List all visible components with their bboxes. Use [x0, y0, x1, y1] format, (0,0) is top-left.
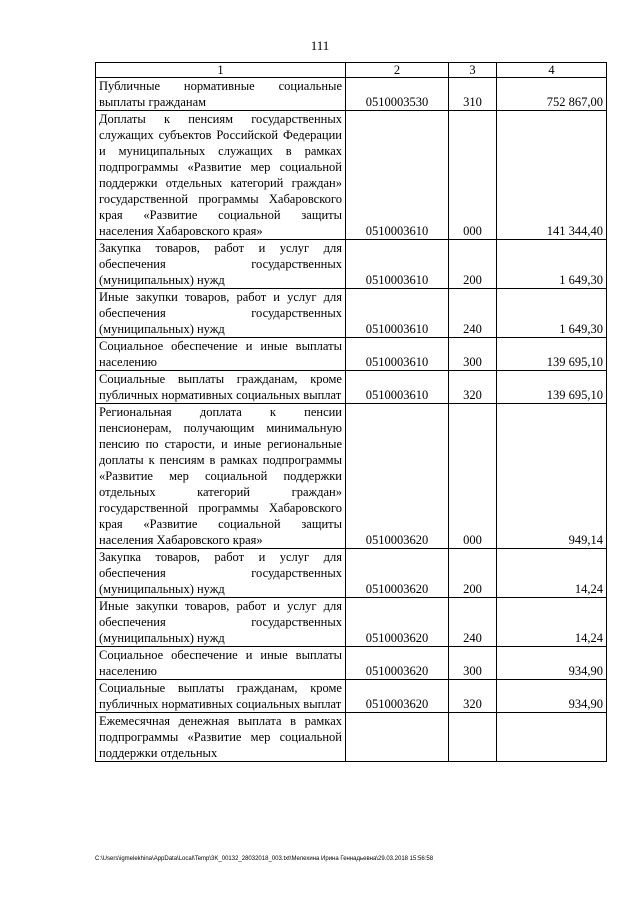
row-name-cell: Региональная доплата к пенсии пенсионерам, получающим минимальную пенсию по старости, и иные региональные доплаты к пенсиям в рамках подпрограммы «Развитие мер социальной поддержки отдельных категорий граждан» государственной программы Хабаровского края «Развитие социальной защиты населения Хабаровского края»	[96, 404, 346, 549]
header-cell-4: 4	[497, 63, 607, 78]
row-name-cell: Закупка товаров, работ и услуг для обеспечения государственных (муниципальных) нужд	[96, 240, 346, 289]
row-amount-cell: 14,24	[497, 549, 607, 598]
table-row	[96, 647, 607, 680]
row-name-cell: Социальные выплаты гражданам, кроме публичных нормативных социальных выплат	[96, 680, 346, 713]
row-expense-type-cell: 200	[449, 240, 497, 289]
table-row	[96, 111, 607, 240]
row-amount-cell: 139 695,10	[497, 338, 607, 371]
row-amount-cell	[497, 713, 607, 762]
row-amount-cell: 1 649,30	[497, 289, 607, 338]
file-path-footer: C:\Users\igmelekhina\AppData\Local\Temp\3K_00132_28032018_003.txt\Мелехина Ирина Геннадьевна\29.03.2018 15:56:58	[95, 856, 434, 862]
row-amount-cell: 1 649,30	[497, 240, 607, 289]
row-code-cell: 0510003620	[346, 647, 449, 680]
row-name-cell: Ежемесячная денежная выплата в рамках подпрограммы «Развитие мер социальной поддержки отдельных	[96, 713, 346, 762]
row-expense-type-cell: 300	[449, 338, 497, 371]
row-amount-cell: 141 344,40	[497, 111, 607, 240]
row-amount-cell: 752 867,00	[497, 78, 607, 111]
table-row	[96, 78, 607, 111]
row-expense-type-cell: 000	[449, 111, 497, 240]
row-code-cell: 0510003620	[346, 598, 449, 647]
row-name-cell: Закупка товаров, работ и услуг для обеспечения государственных (муниципальных) нужд	[96, 549, 346, 598]
row-expense-type-cell	[449, 713, 497, 762]
header-cell-2: 2	[346, 63, 449, 78]
row-amount-cell: 14,24	[497, 598, 607, 647]
header-cell-3: 3	[449, 63, 497, 78]
row-name-cell: Иные закупки товаров, работ и услуг для обеспечения государственных (муниципальных) нужд	[96, 598, 346, 647]
row-code-cell: 0510003620	[346, 549, 449, 598]
budget-table	[95, 62, 607, 762]
row-name-cell: Социальное обеспечение и иные выплаты населению	[96, 647, 346, 680]
header-cell-1: 1	[96, 63, 346, 78]
row-name-cell: Публичные нормативные социальные выплаты гражданам	[96, 78, 346, 111]
row-amount-cell: 934,90	[497, 647, 607, 680]
table-row	[96, 713, 607, 762]
table-row	[96, 598, 607, 647]
row-name-cell: Доплаты к пенсиям государственных служащих субъектов Российской Федерации и муниципальных служащих в рамках подпрограммы «Развитие мер социальной поддержки отдельных категорий граждан» государственной программы Хабаровского края «Развитие социальной защиты населения Хабаровского края»	[96, 111, 346, 240]
row-code-cell	[346, 713, 449, 762]
table-row	[96, 549, 607, 598]
row-amount-cell: 949,14	[497, 404, 607, 549]
row-code-cell: 0510003530	[346, 78, 449, 111]
row-amount-cell: 934,90	[497, 680, 607, 713]
table-row	[96, 404, 607, 549]
row-expense-type-cell: 300	[449, 647, 497, 680]
row-name-cell: Социальное обеспечение и иные выплаты населению	[96, 338, 346, 371]
table-row	[96, 371, 607, 404]
row-expense-type-cell: 240	[449, 598, 497, 647]
row-expense-type-cell: 000	[449, 404, 497, 549]
row-expense-type-cell: 240	[449, 289, 497, 338]
row-amount-cell: 139 695,10	[497, 371, 607, 404]
table-row	[96, 240, 607, 289]
row-code-cell: 0510003620	[346, 404, 449, 549]
row-code-cell: 0510003610	[346, 111, 449, 240]
table-header-row	[96, 63, 607, 78]
row-code-cell: 0510003610	[346, 371, 449, 404]
row-code-cell: 0510003620	[346, 680, 449, 713]
row-name-cell: Иные закупки товаров, работ и услуг для обеспечения государственных (муниципальных) нужд	[96, 289, 346, 338]
row-expense-type-cell: 320	[449, 680, 497, 713]
table-row	[96, 680, 607, 713]
row-name-cell: Социальные выплаты гражданам, кроме публичных нормативных социальных выплат	[96, 371, 346, 404]
table-row	[96, 289, 607, 338]
row-code-cell: 0510003610	[346, 338, 449, 371]
row-expense-type-cell: 320	[449, 371, 497, 404]
page-number: 111	[310, 38, 330, 53]
row-code-cell: 0510003610	[346, 240, 449, 289]
row-expense-type-cell: 310	[449, 78, 497, 111]
row-expense-type-cell: 200	[449, 549, 497, 598]
table-row	[96, 338, 607, 371]
row-code-cell: 0510003610	[346, 289, 449, 338]
